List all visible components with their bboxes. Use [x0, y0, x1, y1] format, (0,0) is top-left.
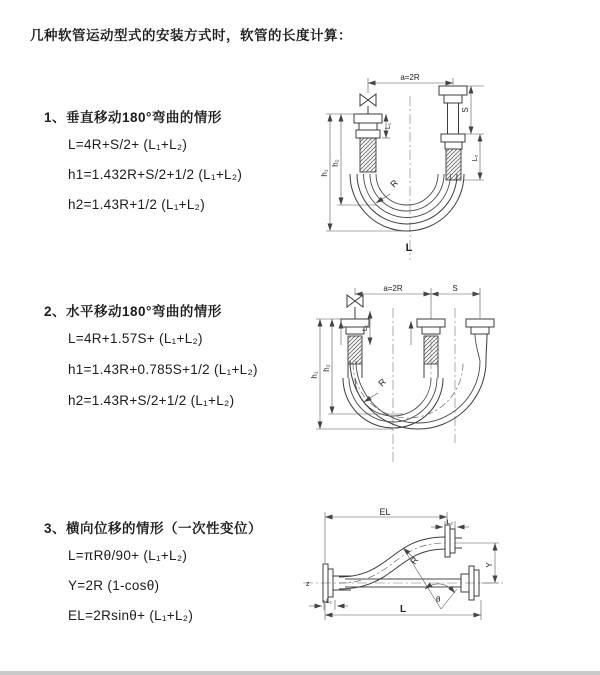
axis-mark-label: z: [306, 581, 310, 588]
valve-icon: [360, 94, 376, 114]
dimension-s: [431, 284, 480, 319]
dimension-l1: [309, 598, 348, 610]
left-flange: [354, 114, 382, 138]
svg-text:h₁: h₁: [320, 169, 329, 177]
braided-hose-section: [360, 138, 376, 172]
braided-hose-section: [348, 336, 362, 364]
page-title: 几种软管运动型式的安装方式时，软管的长度计算：: [30, 28, 352, 43]
section-2-formula-h1: h1=1.43R+0.785S+1/2 (L₁+L₂): [68, 362, 258, 377]
section-1-formula-h1: h1=1.432R+S/2+1/2 (L₁+L₂): [68, 167, 243, 182]
section-3-heading: 3、横向位移的情形（一次性变位）: [44, 521, 263, 536]
svg-text:h₂: h₂: [331, 159, 340, 167]
dimension-a2r: [368, 73, 453, 93]
dimension-el: [325, 507, 447, 563]
section-2-formula-h2: h2=1.43R+S/2+1/2 (L₁+L₂): [68, 393, 235, 408]
radius-label: R: [388, 177, 401, 190]
dimension-s: [461, 86, 484, 134]
svg-text:a=2R: a=2R: [400, 73, 420, 82]
braided-hose-section: [446, 149, 461, 180]
svg-text:Y: Y: [485, 562, 494, 568]
dimension-y: [455, 543, 499, 583]
svg-text:L₁: L₁: [385, 122, 392, 130]
radius-label: R: [376, 376, 389, 389]
section-1-formula-l: L=4R+S/2+ (L₁+L₂): [68, 137, 188, 152]
diagram-horizontal-bend: [308, 283, 593, 473]
angle-label: θ: [436, 595, 441, 604]
diagram-lateral-displacement: [295, 503, 600, 643]
right-flange: [439, 86, 467, 149]
dimension-l2: [463, 134, 484, 180]
middle-flange: [417, 319, 445, 334]
svg-text:h₁: h₁: [310, 371, 319, 379]
svg-text:a=2R: a=2R: [383, 284, 403, 293]
section-3-formula-l: L=πRθ/90+ (L₁+L₂): [68, 548, 188, 563]
svg-text:L₂: L₂: [446, 519, 454, 526]
hose-s-curve: [339, 537, 445, 589]
braided-hose-section: [424, 336, 438, 364]
svg-text:h₂: h₂: [322, 364, 331, 372]
section-2-formula-l: L=4R+1.57S+ (L₁+L₂): [68, 331, 203, 346]
valve-icon: [347, 295, 363, 319]
dimension-l: [325, 600, 481, 620]
right-flange: [466, 319, 494, 334]
scan-edge: [0, 671, 600, 675]
svg-text:S: S: [461, 107, 470, 113]
section-3-formula-y: Y=2R (1-cosθ): [68, 578, 160, 593]
dimension-h1: [320, 114, 407, 231]
svg-text:EL: EL: [379, 507, 391, 517]
section-2-heading: 2、水平移动180°弯曲的情形: [44, 304, 222, 319]
length-label: L: [405, 242, 413, 254]
svg-text:L₁: L₁: [326, 598, 332, 605]
hose-u-displaced: [350, 334, 487, 429]
dimension-l1: [362, 311, 370, 345]
svg-text:S: S: [452, 284, 458, 293]
svg-text:L₁: L₁: [362, 324, 369, 332]
svg-text:L₂: L₂: [472, 154, 479, 162]
diagram-vertical-bend: [310, 68, 590, 264]
top-flange: [445, 525, 462, 557]
dimension-l1: [382, 114, 392, 138]
section-1-heading: 1、垂直移动180°弯曲的情形: [44, 110, 222, 125]
hose-u-curves: [350, 174, 464, 231]
svg-text:L: L: [399, 604, 407, 615]
section-1-formula-h2: h2=1.43R+1/2 (L₁+L₂): [68, 197, 206, 212]
radius-label: R: [408, 555, 421, 567]
section-3-formula-el: EL=2Rsinθ+ (L₁+L₂): [68, 608, 194, 623]
